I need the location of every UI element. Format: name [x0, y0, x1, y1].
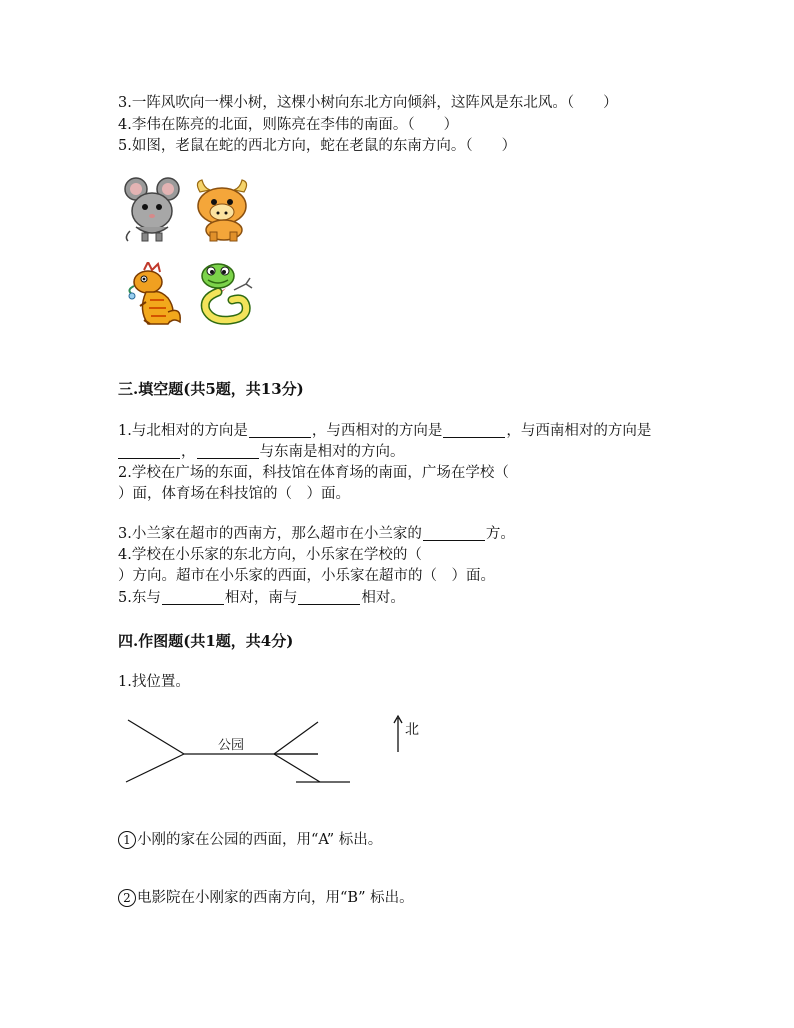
judge-q3: 3.一阵风吹向一棵小树，这棵小树向东北方向倾斜，这阵风是东北风。（ ） [118, 95, 618, 111]
draw-q1: 1.找位置。 [118, 674, 190, 690]
answer-blank[interactable] [197, 444, 259, 459]
answer-blank[interactable] [298, 590, 360, 605]
section3-title: 三.填空题(共5题，共13分) [118, 380, 304, 398]
draw-sub1: 1 小刚的家在公园的西面，用“A” 标出。 [118, 830, 382, 850]
road-line [126, 754, 184, 782]
answer-blank[interactable] [118, 444, 180, 459]
north-label: 北 [405, 722, 419, 738]
park-label: 公园 [218, 737, 245, 752]
road-line [274, 754, 320, 782]
ox-picture [190, 178, 254, 242]
fill-q4-line1: 4.学校在小乐家的东北方向，小乐家在学校的（ [118, 547, 422, 563]
answer-blank[interactable] [162, 590, 224, 605]
draw-sub2: 2 电影院在小刚家的西南方向，用“B” 标出。 [118, 888, 414, 908]
fill-q2-line1: 2.学校在广场的东面，科技馆在体育场的南面，广场在学校（ [118, 465, 509, 481]
location-map [120, 712, 430, 802]
fill-q2-line2: ）面，体育场在科技馆的（ ）面。 [118, 486, 350, 502]
circled-number: 1 [118, 831, 136, 849]
dragon-picture [124, 262, 186, 332]
section4-title: 四.作图题(共1题，共4分) [118, 632, 294, 650]
circled-number: 2 [118, 889, 136, 907]
road-line [128, 720, 184, 754]
rat-picture [122, 175, 182, 243]
fill-q4-line2: ）方向。超市在小乐家的西面，小乐家在超市的（ ）面。 [118, 568, 495, 584]
answer-blank[interactable] [249, 423, 311, 438]
judge-q4: 4.李伟在陈亮的北面，则陈亮在李伟的南面。（ ） [118, 117, 459, 133]
answer-blank[interactable] [423, 526, 485, 541]
road-line [274, 722, 318, 754]
fill-q3: 3.小兰家在超市的西南方，那么超市在小兰家的 方。 [118, 526, 515, 542]
fill-q1-line2: ， 与东南是相对的方向。 [118, 442, 405, 462]
answer-blank[interactable] [443, 423, 505, 438]
fill-q1-line1: 1.与北相对的方向是 ，与西相对的方向是 ，与西南相对的方向是 [118, 423, 652, 439]
judge-q5: 5.如图，老鼠在蛇的西北方向，蛇在老鼠的东南方向。（ ） [118, 138, 517, 154]
fill-q5: 5.东与 相对，南与 相对。 [118, 590, 405, 606]
snake-picture [194, 262, 256, 326]
